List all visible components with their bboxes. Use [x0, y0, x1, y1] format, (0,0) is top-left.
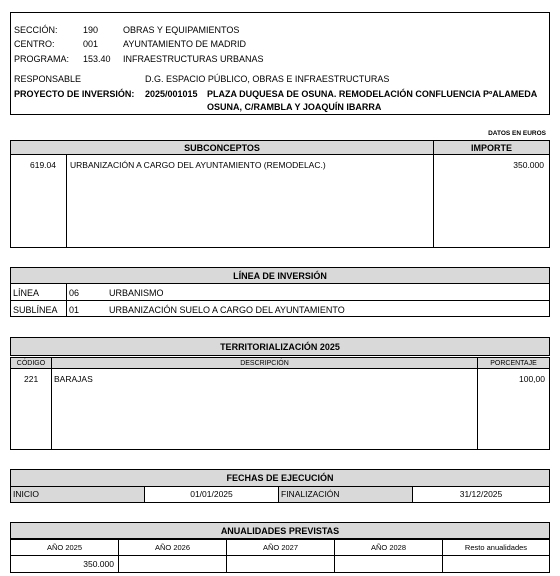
- territorializacion-title: TERRITORIALIZACIÓN 2025: [220, 342, 340, 352]
- inicio-value-cell: [144, 486, 279, 503]
- subconcepto-desc-cell: [66, 154, 434, 248]
- responsable-value: D.G. ESPACIO PÚBLICO, OBRAS E INFRAESTRUCTURAS: [145, 74, 390, 84]
- seccion-code: 190: [83, 25, 99, 35]
- seccion-label: SECCIÓN:: [14, 25, 58, 35]
- anualidad-value-2027: [226, 555, 335, 573]
- anualidad-col-2028: [334, 539, 443, 556]
- importe-title: IMPORTE: [470, 143, 512, 153]
- subconcepto-code-cell: [10, 154, 67, 248]
- centro-name: AYUNTAMIENTO DE MADRID: [123, 39, 247, 49]
- anualidad-col-2027: [226, 539, 335, 556]
- linea-name: URBANISMO: [109, 288, 164, 298]
- linea-divider-1: [66, 284, 67, 317]
- programa-label: PROGRAMA:: [14, 54, 70, 64]
- anualidad-col-resto: [442, 539, 550, 556]
- subconcepto-description: URBANIZACIÓN A CARGO DEL AYUNTAMIENTO (REMODELAC.): [70, 160, 326, 170]
- inicio-label: INICIO: [13, 489, 39, 499]
- descripcion-col-label: DESCRIPCIÓN: [240, 360, 289, 367]
- centro-label: CENTRO:: [14, 39, 55, 49]
- seccion-name: OBRAS Y EQUIPAMIENTOS: [123, 25, 240, 35]
- subconceptos-header: [10, 140, 434, 155]
- anualidad-value-2025: [10, 555, 119, 573]
- subconcepto-amount-cell: [433, 154, 550, 248]
- territorio-percent-cell: [477, 368, 550, 450]
- centro-code: 001: [83, 39, 99, 49]
- anualidad-value-2028: [334, 555, 443, 573]
- sublinea-name: URBANIZACIÓN SUELO A CARGO DEL AYUNTAMIENTO: [109, 305, 345, 315]
- fechas-header: [10, 469, 550, 487]
- anualidad-col-2026-label: AÑO 2026: [154, 543, 191, 552]
- linea-inversion-header: [10, 267, 550, 284]
- finalizacion-value-cell: [412, 486, 550, 503]
- anualidad-col-resto-label: Resto anualidades: [464, 543, 528, 552]
- datos-en-euros-note: DATOS EN EUROS: [488, 130, 546, 137]
- territorio-code: 221: [24, 374, 39, 384]
- inicio-label-cell: [10, 486, 145, 503]
- fechas-title: FECHAS DE EJECUCIÓN: [226, 473, 334, 483]
- linea-inversion-title: LÍNEA DE INVERSIÓN: [233, 271, 327, 281]
- territorio-desc-cell: [51, 368, 478, 450]
- programa-name: INFRAESTRUCTURAS URBANAS: [123, 54, 264, 64]
- linea-code: 06: [69, 288, 80, 298]
- finalizacion-label: FINALIZACIÓN: [281, 489, 340, 499]
- territorializacion-header: [10, 337, 550, 356]
- sublinea-label: SUBLÍNEA: [13, 305, 58, 315]
- programa-code: 153.40: [83, 54, 111, 64]
- anualidad-value-2025-text: 350.000: [83, 559, 114, 569]
- proyecto-label: PROYECTO DE INVERSIÓN:: [14, 89, 135, 99]
- porcentaje-col-label: PORCENTAJE: [490, 360, 537, 367]
- anualidad-value-resto: [442, 555, 550, 573]
- finalizacion-value: 31/12/2025: [459, 489, 503, 499]
- anualidad-col-2027-label: AÑO 2027: [262, 543, 299, 552]
- proyecto-line2: OSUNA, C/RAMBLA Y JOAQUÍN IBARRA: [207, 102, 382, 112]
- anualidades-header: [10, 522, 550, 539]
- responsable-label: RESPONSABLE: [14, 74, 82, 84]
- finalizacion-label-cell: [278, 486, 413, 503]
- anualidad-col-2025: [10, 539, 119, 556]
- subconceptos-title: SUBCONCEPTOS: [184, 143, 260, 153]
- territorio-description: BARAJAS: [54, 374, 93, 384]
- linea-row: [10, 284, 550, 301]
- anualidad-col-2025-label: AÑO 2025: [46, 543, 83, 552]
- territorio-code-cell: [10, 368, 52, 450]
- proyecto-code: 2025/001015: [145, 89, 198, 99]
- subconcepto-code: 619.04: [30, 160, 56, 170]
- sublinea-code: 01: [69, 305, 80, 315]
- territorio-percent: 100,00: [519, 374, 545, 384]
- codigo-col-label: CÓDIGO: [16, 360, 46, 367]
- linea-label: LÍNEA: [13, 288, 40, 298]
- inicio-value: 01/01/2025: [190, 489, 233, 499]
- proyecto-line1: PLAZA DUQUESA DE OSUNA. REMODELACIÓN CONFLUENCIA PºALAMEDA: [207, 89, 538, 99]
- anualidad-col-2026: [118, 539, 227, 556]
- anualidad-col-2028-label: AÑO 2028: [370, 543, 407, 552]
- anualidad-value-2026: [118, 555, 227, 573]
- subconcepto-amount: 350.000: [513, 160, 544, 170]
- anualidades-title: ANUALIDADES PREVISTAS: [220, 526, 340, 536]
- importe-header: [433, 140, 550, 155]
